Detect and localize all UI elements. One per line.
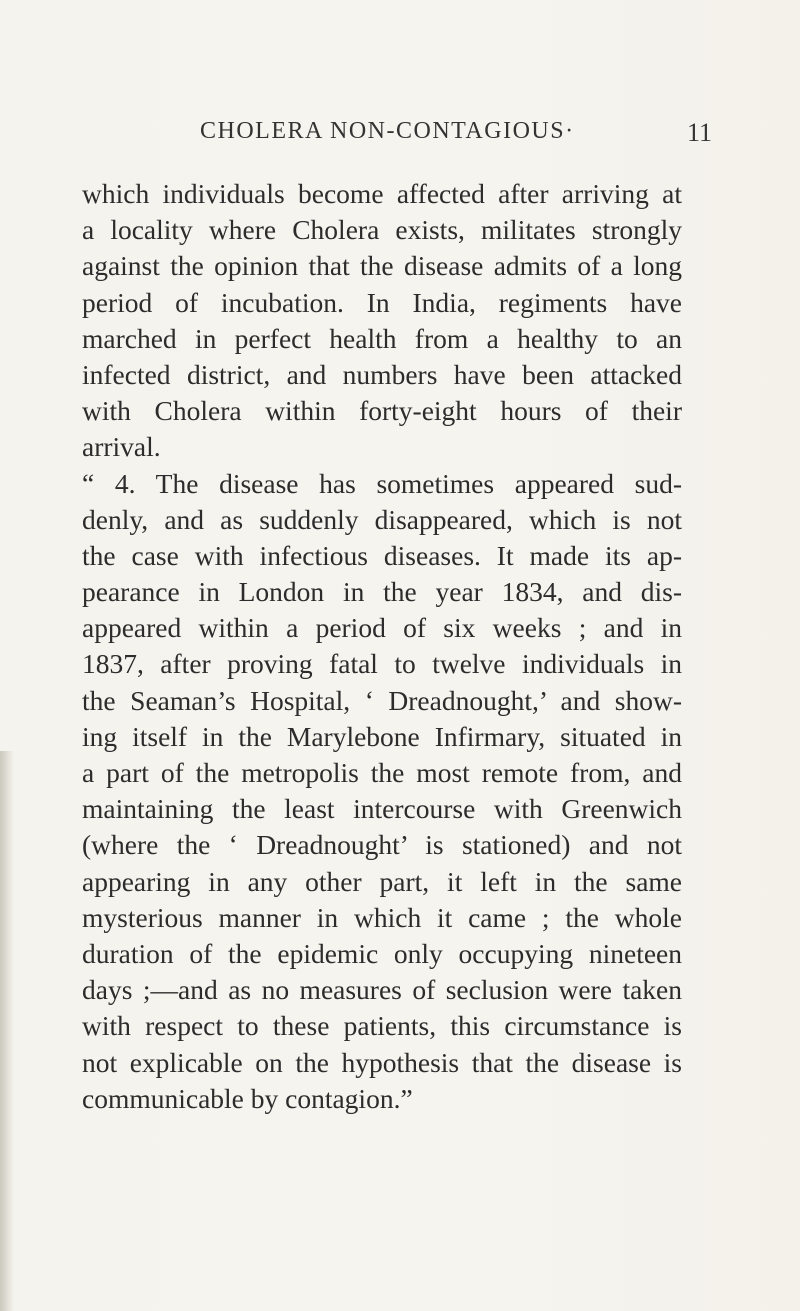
page-edge-shadow: [0, 751, 14, 1311]
text-line: a locality where Cholera exists, militates strongly: [82, 214, 682, 246]
text-line: (where the ‘ Dreadnought’ is stationed) and not: [82, 829, 682, 861]
text-line: maintaining the least intercourse with Greenwich: [82, 793, 682, 825]
body-text: [82, 176, 682, 1117]
text-line: days ;—and as no measures of seclusion were taken: [82, 974, 682, 1006]
text-line: ing itself in the Marylebone Infirmary, situated in: [82, 720, 682, 752]
running-head: CHOLERA NON-CONTAGIOUS·: [200, 118, 575, 144]
page-header: [0, 118, 800, 148]
text-line: with respect to these patients, this circumstance is: [82, 1010, 682, 1042]
text-line: a part of the metropolis the most remote from, and: [82, 757, 682, 788]
text-line: denly, and as suddenly disappeared, which is not: [82, 503, 682, 535]
text-line: “ 4. The disease has sometimes appeared sud-: [82, 467, 682, 499]
text-line: against the opinion that the disease admits of a long: [82, 250, 682, 282]
page-number: 11: [687, 118, 713, 147]
text-line: 1837, after proving fatal to twelve individuals in: [82, 648, 682, 680]
text-line: marched in perfect health from a healthy to an: [82, 322, 682, 354]
text-line: appeared within a period of six weeks ; and in: [82, 612, 682, 644]
text-line: communicable by contagion.”: [82, 1082, 413, 1114]
text-line: which individuals become affected after arriving at: [82, 178, 682, 209]
text-line: period of incubation. In India, regiments have: [82, 286, 682, 318]
text-line: the Seaman’s Hospital, ‘ Dreadnought,’ and show-: [82, 684, 682, 716]
text-line: the case with infectious diseases. It made its ap-: [82, 539, 682, 571]
text-line: not explicable on the hypothesis that the disease is: [82, 1046, 682, 1078]
text-line: with Cholera within forty-eight hours of their: [82, 395, 682, 427]
text-line: arrival.: [82, 431, 161, 463]
text-line: pearance in London in the year 1834, and dis-: [82, 576, 682, 608]
text-line: appearing in any other part, it left in the same: [82, 865, 682, 897]
text-line: mysterious manner in which it came ; the whole: [82, 901, 682, 933]
text-line: infected district, and numbers have been attacked: [82, 358, 682, 390]
text-line: duration of the epidemic only occupying nineteen: [82, 937, 682, 969]
